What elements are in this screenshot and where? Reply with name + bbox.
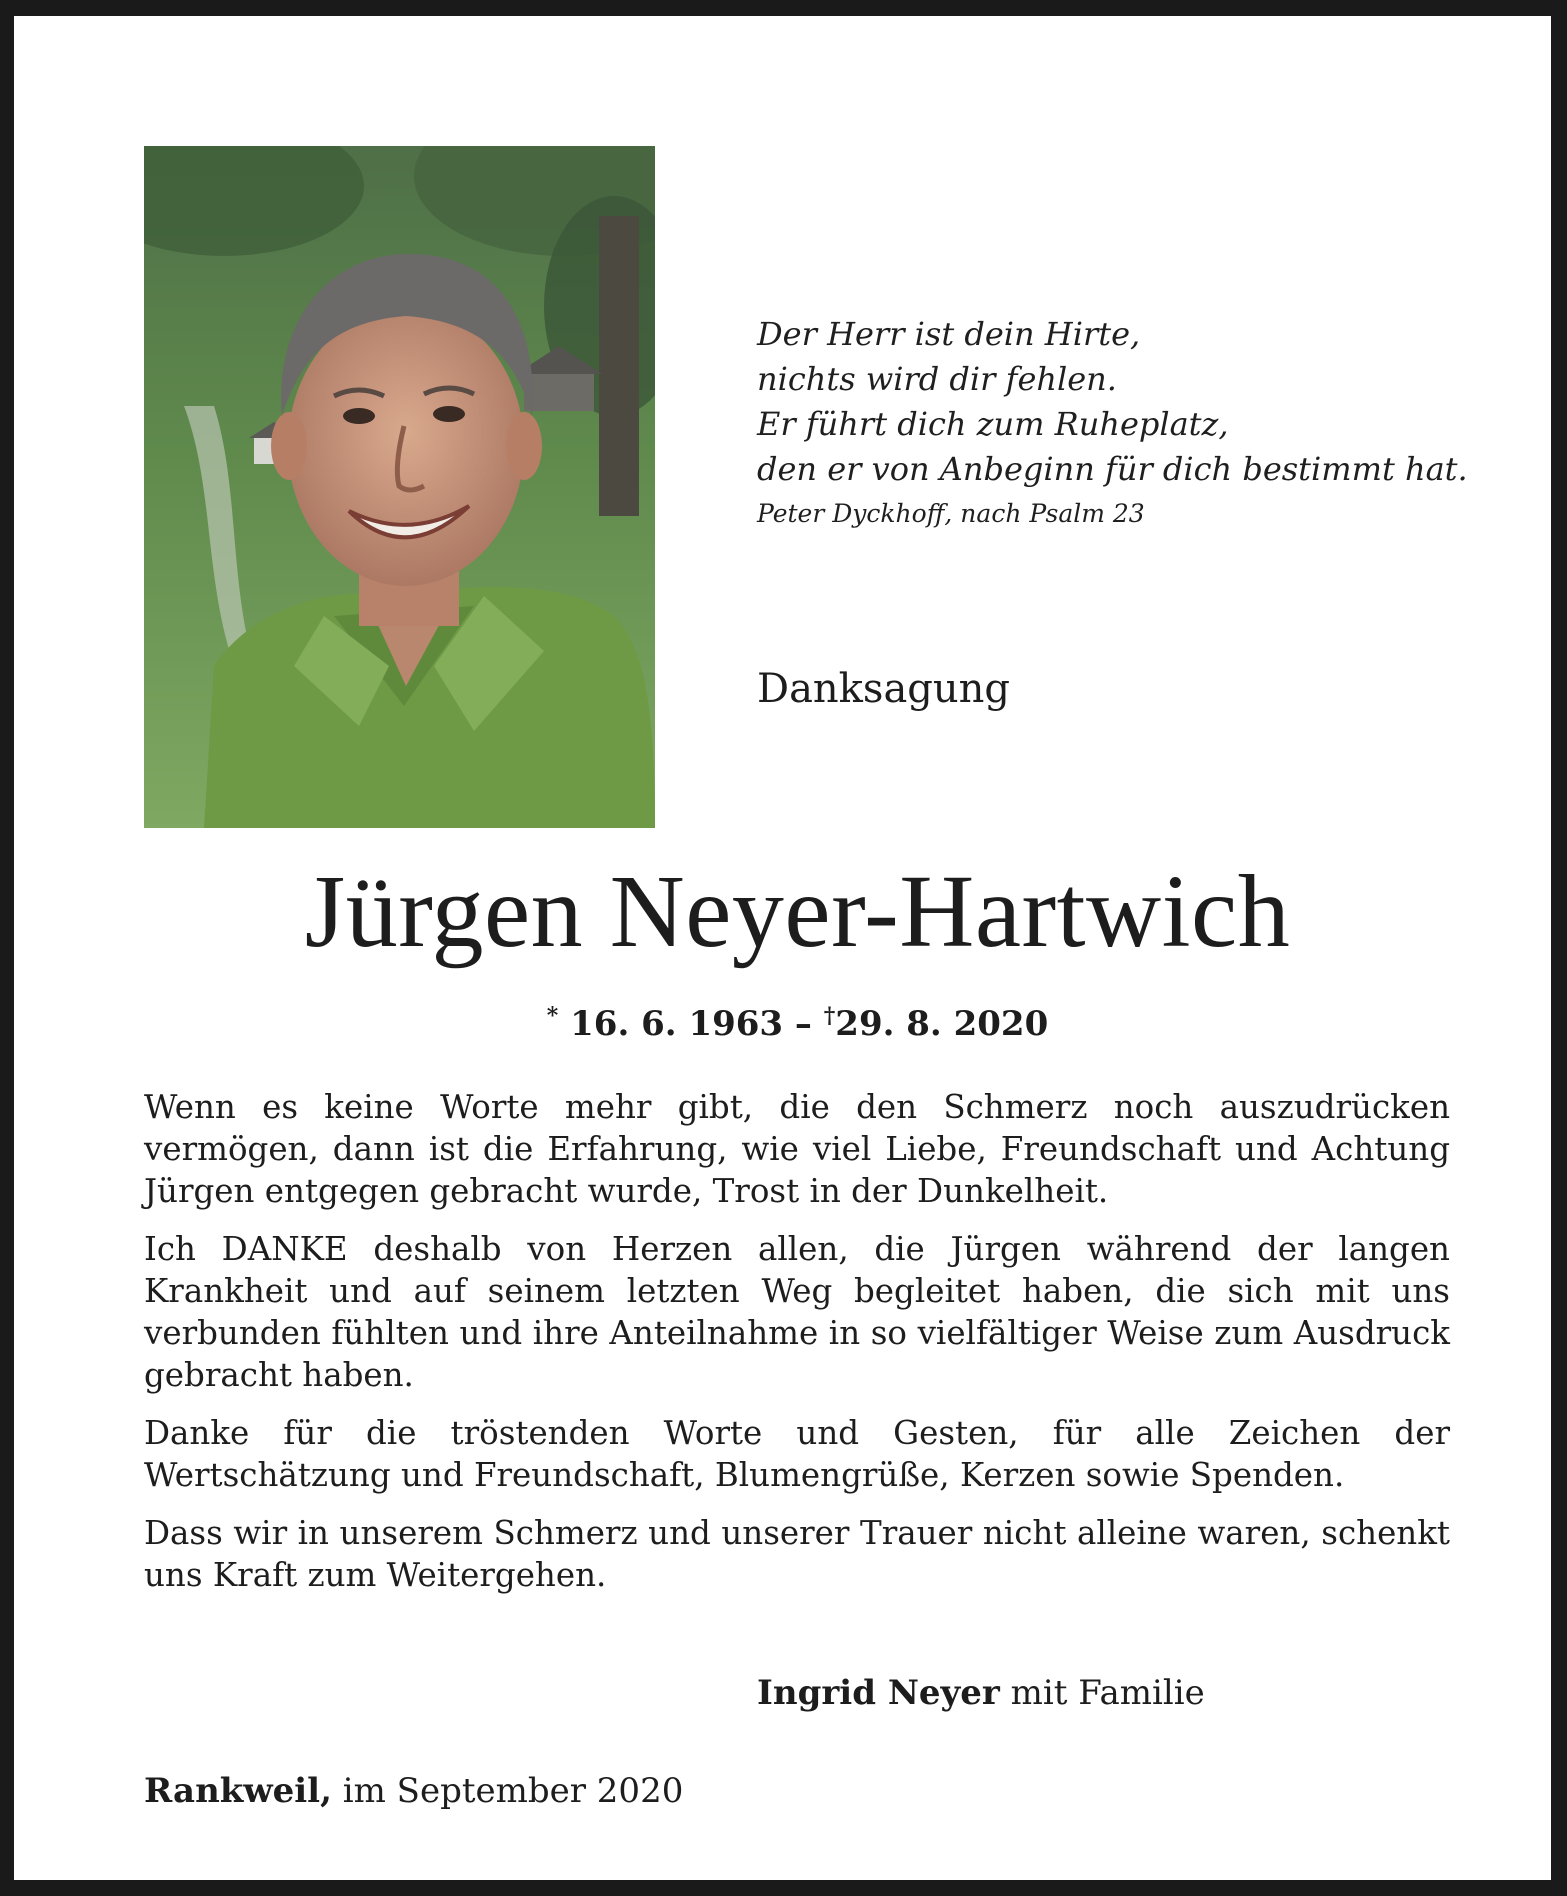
deceased-name: Jürgen Neyer-Hartwich	[304, 854, 1291, 969]
signature-suffix: mit Familie	[1010, 1673, 1205, 1713]
birth-date: 16. 6. 1963	[570, 1004, 784, 1044]
thanks-text	[144, 1086, 1450, 1612]
death-date: 29. 8. 2020	[835, 1004, 1049, 1044]
paragraph: Ich DANKE deshalb von Herzen allen, die Jürgen während der langen Krankheit und auf seinem letzten Weg begleitet haben, die sich mit uns verbunden fühlten und ihre Anteilnahme in so vielfältiger Weise zum Ausdruck gebracht haben.	[144, 1230, 1450, 1394]
place: Rankweil,	[144, 1771, 332, 1811]
verse-line: den er von Anbeginn für dich bestimmt hat.	[757, 450, 1468, 488]
portrait-photo	[144, 146, 655, 828]
portrait-illustration	[144, 146, 655, 828]
bible-verse	[757, 312, 1497, 530]
paragraph: Dass wir in unserem Schmerz und unserer Trauer nicht alleine waren, schenkt uns Kraft zum Weitergehen.	[144, 1514, 1450, 1594]
signature	[757, 1670, 1205, 1716]
date-separator: –	[794, 1004, 812, 1044]
heading-danksagung: Danksagung	[757, 666, 1011, 712]
paragraph: Wenn es keine Worte mehr gibt, die den Schmerz noch auszudrücken vermögen, dann ist die Erfahrung, wie viel Liebe, Freundschaft und Achtung Jürgen entgegen gebracht wurde, Trost in der Dunkelheit.	[144, 1088, 1450, 1210]
verse-line: nichts wird dir fehlen.	[757, 360, 1117, 398]
birth-mark: *	[546, 1003, 559, 1029]
signature-name: Ingrid Neyer	[757, 1673, 1000, 1713]
verse-line: Er führt dich zum Ruheplatz,	[757, 405, 1229, 443]
death-mark: †	[823, 1003, 836, 1029]
verse-source: Peter Dyckhoff, nach Psalm 23	[757, 499, 1145, 528]
paragraph: Danke für die tröstenden Worte und Gesten, für alle Zeichen der Wertschätzung und Freundschaft, Blumengrüße, Kerzen sowie Spenden.	[144, 1414, 1450, 1494]
date: im September 2020	[342, 1771, 684, 1811]
life-dates	[14, 993, 1567, 1047]
place-date	[144, 1768, 683, 1814]
verse-line: Der Herr ist dein Hirte,	[757, 315, 1141, 353]
